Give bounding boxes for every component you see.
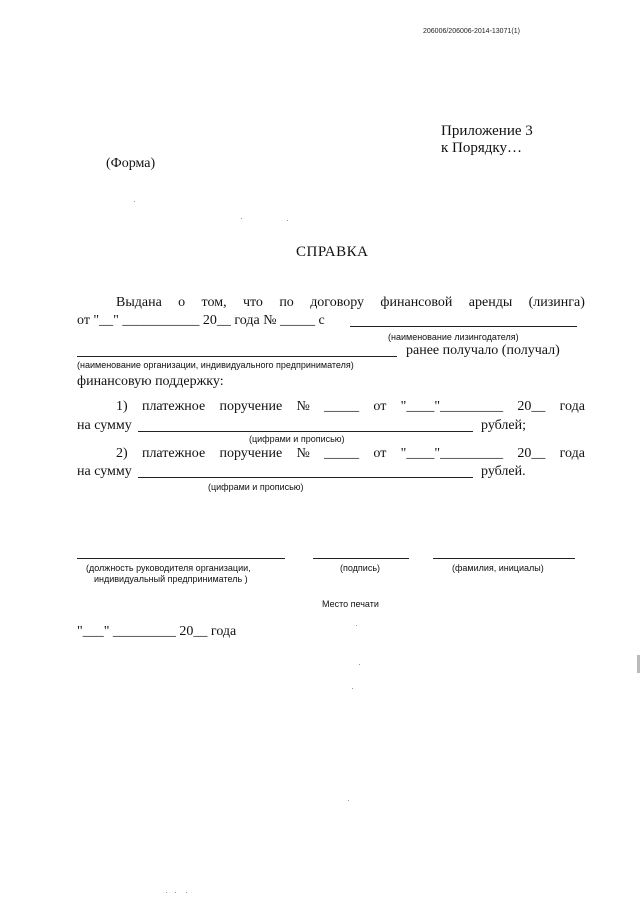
appendix-line-2: к Порядку… — [441, 140, 522, 156]
scan-speck — [356, 625, 357, 626]
word: том, — [201, 295, 227, 310]
full-name-line — [433, 558, 575, 559]
payment-order-2 — [116, 446, 585, 462]
word: что — [242, 295, 263, 310]
paragraph-line-1 — [116, 295, 585, 311]
word: о — [178, 295, 186, 310]
sum-suffix-2: рублей. — [481, 464, 526, 479]
word: договору — [310, 295, 365, 310]
word: _____ — [324, 446, 360, 461]
organization-name-line — [77, 356, 397, 357]
word: поручение — [219, 399, 283, 414]
document-title: СПРАВКА — [296, 244, 369, 260]
sum-line-1 — [138, 431, 473, 432]
scan-speck — [348, 800, 349, 801]
paragraph-line-3-tail: ранее получало (получал) — [406, 343, 560, 358]
position-line — [77, 558, 285, 559]
scan-speck — [166, 892, 167, 893]
date-line: "___" _________ 20__ года — [77, 624, 237, 639]
sum-prefix-1: на сумму — [77, 418, 132, 433]
caption-lessor: (наименование лизингодателя) — [388, 332, 519, 342]
caption-position-1: (должность руководителя организации, — [86, 563, 251, 573]
word: 20__ — [517, 446, 546, 461]
word: от — [373, 446, 387, 461]
word: 2) — [116, 446, 128, 461]
caption-organization: (наименование организации, индивидуального предпринимателя) — [77, 360, 354, 370]
appendix-line-1: Приложение 3 — [441, 123, 533, 139]
caption-position-2: индивидуальный предприниматель ) — [94, 574, 248, 584]
lessor-name-line — [350, 326, 577, 327]
scan-speck — [134, 201, 135, 202]
paragraph-line-2: от "__" ___________ 20__ года № _____ с — [77, 313, 325, 328]
word: 1) — [116, 399, 128, 414]
word: финансовой — [380, 295, 453, 310]
word: (лизинга) — [528, 295, 585, 310]
payment-order-1 — [116, 399, 585, 415]
word: поручение — [219, 446, 283, 461]
stamp-place: Место печати — [322, 599, 379, 609]
sum-suffix-1: рублей; — [481, 418, 526, 433]
sum-prefix-2: на сумму — [77, 464, 132, 479]
word: 20__ — [517, 399, 546, 414]
word: года — [559, 399, 585, 414]
word: года — [559, 446, 585, 461]
word: Выдана — [116, 295, 162, 310]
scan-speck — [287, 220, 288, 221]
signature-line — [313, 558, 409, 559]
paragraph-line-4: финансовую поддержку: — [77, 374, 224, 389]
scan-speck — [175, 892, 176, 893]
caption-signature: (подпись) — [340, 563, 381, 573]
word: аренды — [468, 295, 513, 310]
caption-sum-1: (цифрами и прописью) — [249, 434, 345, 444]
word: № — [296, 446, 310, 461]
scan-speck — [241, 218, 242, 219]
word: по — [279, 295, 294, 310]
word: "____"_________ — [400, 399, 504, 414]
sum-line-2 — [138, 477, 473, 478]
word: № — [296, 399, 310, 414]
document-id: 206006/206006-2014-13071(1) — [423, 28, 520, 35]
word: "____"_________ — [400, 446, 504, 461]
scan-speck — [359, 664, 360, 665]
caption-full-name: (фамилия, инициалы) — [452, 563, 544, 573]
scan-speck — [186, 892, 187, 893]
word: от — [373, 399, 387, 414]
form-label: (Форма) — [106, 156, 156, 171]
word: _____ — [324, 399, 360, 414]
word: платежное — [141, 446, 206, 461]
caption-sum-2: (цифрами и прописью) — [208, 482, 304, 492]
word: платежное — [141, 399, 206, 414]
scan-speck — [352, 688, 353, 689]
